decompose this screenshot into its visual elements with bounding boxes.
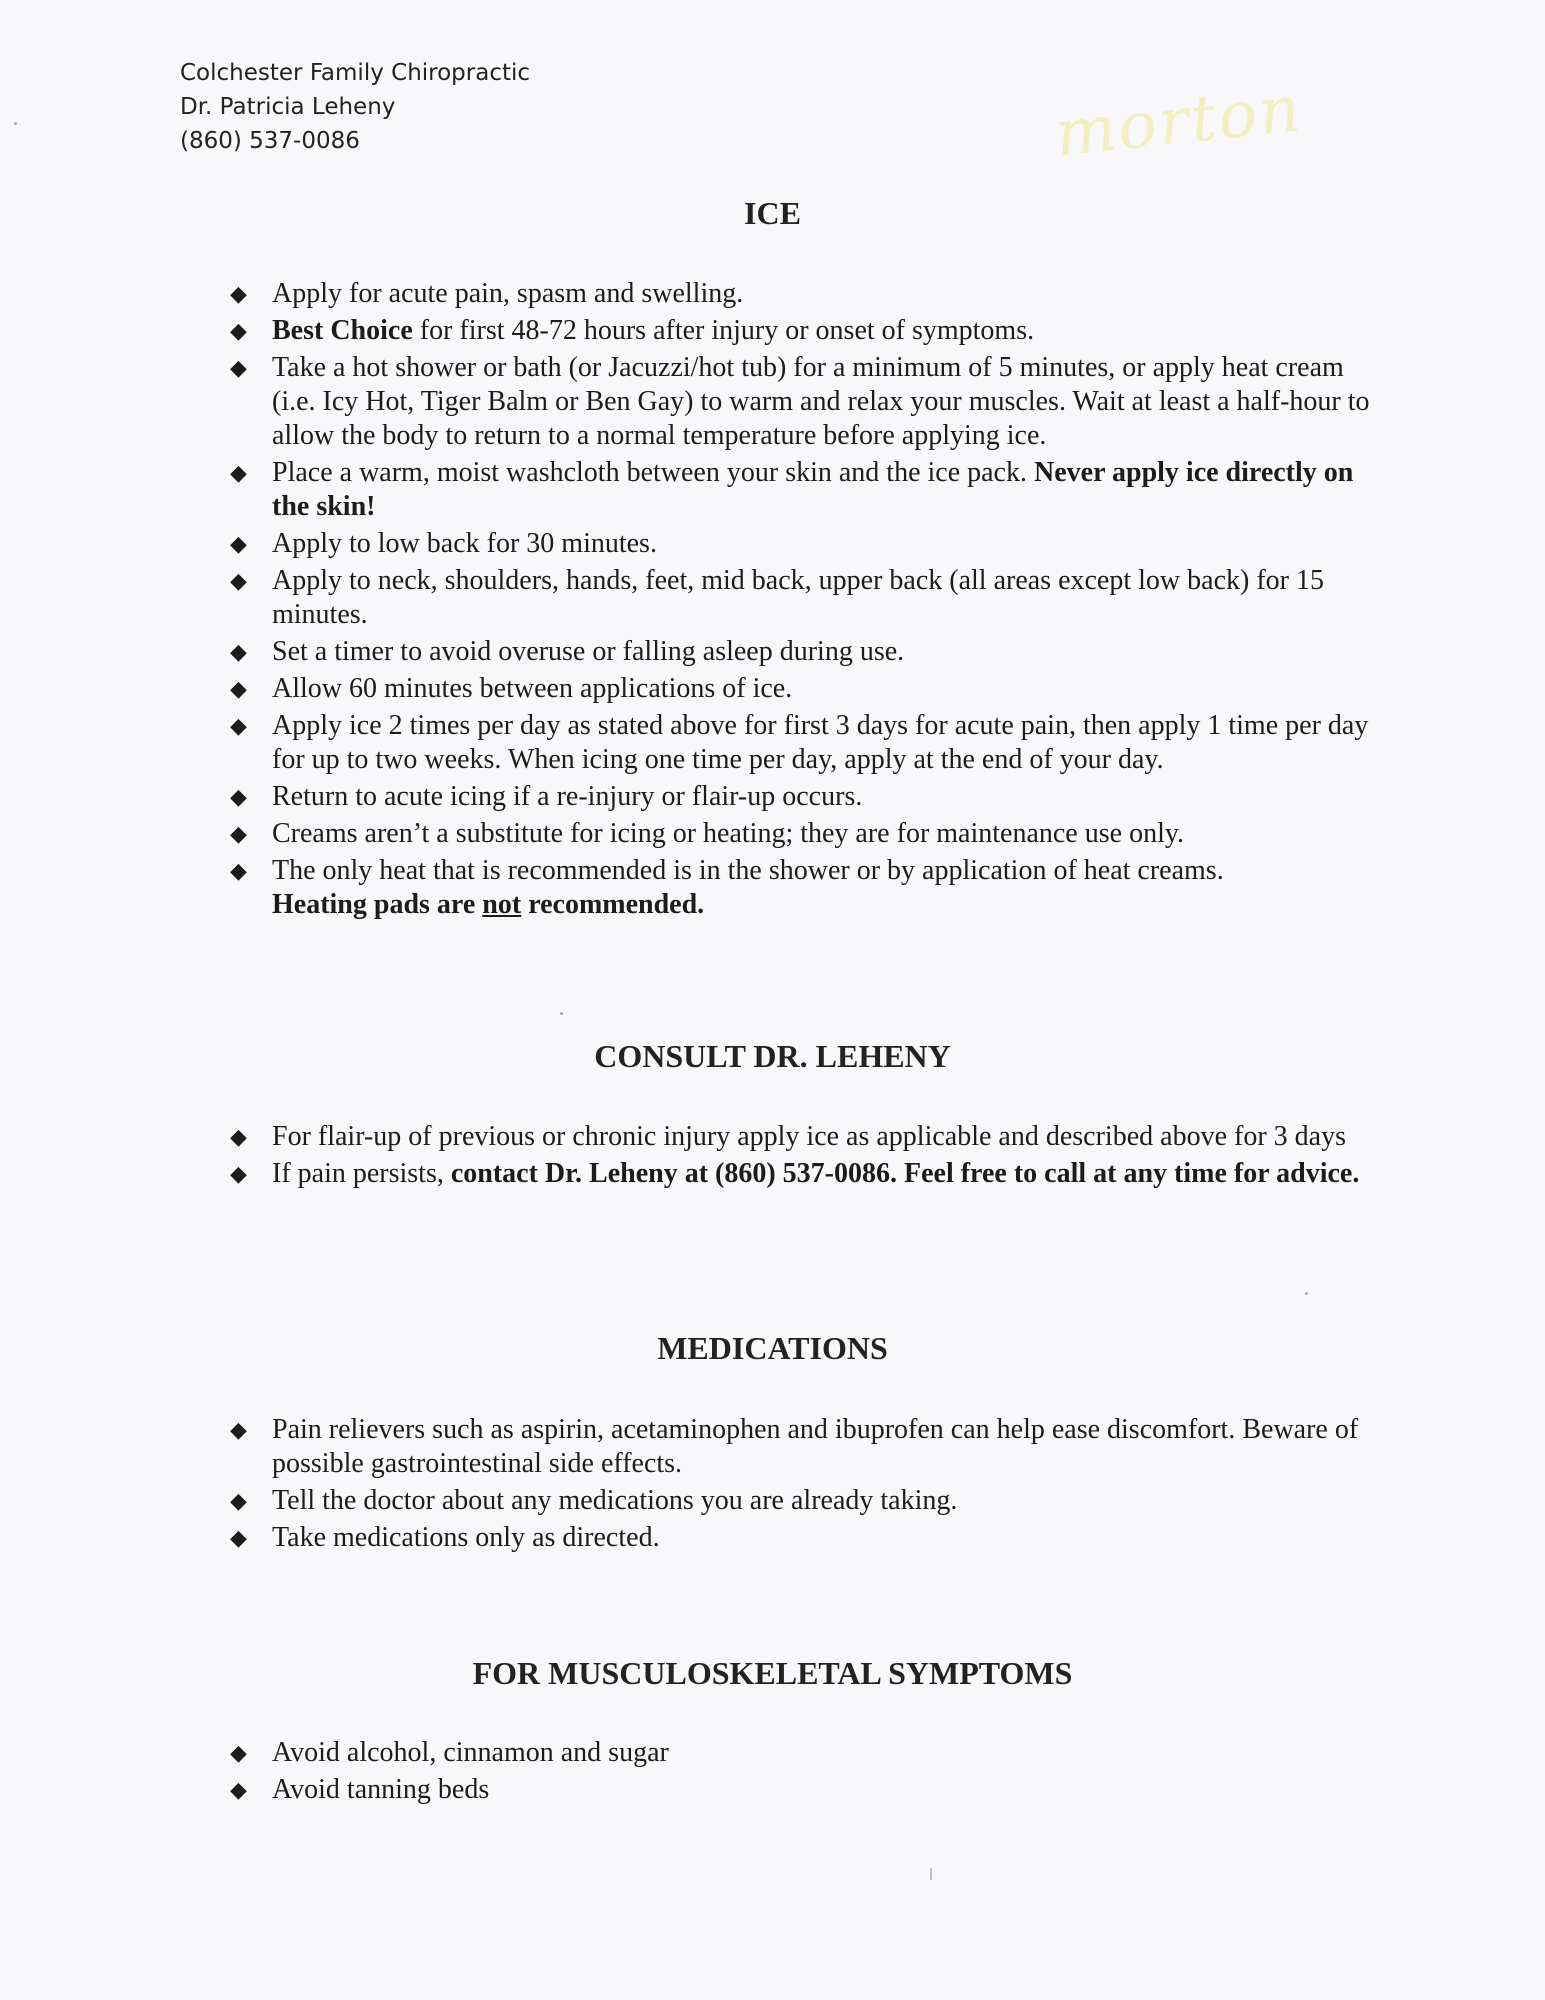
list-item: ◆ Creams aren’t a substitute for icing or heating; they are for maintenance use only. (230, 818, 1185, 849)
list-item: ◆ Tell the doctor about any medications you are already taking. (230, 1485, 958, 1516)
bullet-icon: ◆ (230, 1417, 247, 1442)
bullet-icon: ◆ (230, 1488, 247, 1513)
list-item: ◆ If pain persists, contact Dr. Leheny at (860) 537-0086. Feel free to call at any time for advice. (230, 1158, 1360, 1189)
bullet-icon: ◆ (230, 318, 247, 343)
bullet-icon: ◆ (230, 1161, 247, 1186)
bullet-icon: ◆ (230, 1740, 247, 1765)
list-item: ◆ Return to acute icing if a re-injury or flair-up occurs. (230, 781, 863, 812)
medications-list (230, 1413, 1380, 1558)
bullet-icon: ◆ (230, 821, 247, 846)
list-item: ◆ For flair-up of previous or chronic injury apply ice as applicable and described above for 3 days (230, 1121, 1346, 1152)
bullet-icon: ◆ (230, 460, 247, 485)
list-item: ◆ The only heat that is recommended is in the shower or by application of heat creams. Heating pads are not recommended. (230, 855, 1224, 920)
list-item: ◆ Avoid alcohol, cinnamon and sugar (230, 1737, 669, 1768)
list-item: ◆ Pain relievers such as aspirin, acetaminophen and ibuprofen can help ease discomfort. Beware of possible gastrointestinal side effects. (230, 1414, 1359, 1479)
bullet-icon: ◆ (230, 784, 247, 809)
bullet-icon: ◆ (230, 1525, 247, 1550)
scan-speck (1305, 1292, 1308, 1295)
bullet-icon: ◆ (230, 713, 247, 738)
practice-phone: (860) 537-0086 (180, 128, 360, 154)
section-title-musculoskeletal: FOR MUSCULOSKELETAL SYMPTOMS (472, 1655, 1073, 1691)
bullet-icon: ◆ (230, 281, 247, 306)
section-title-consult: CONSULT DR. LEHENY (594, 1038, 951, 1074)
list-item: ◆ Apply ice 2 times per day as stated above for first 3 days for acute pain, then apply 1 time per day for up to two weeks. When icing one time per day, apply at the end of your day. (230, 710, 1369, 775)
list-item: ◆ Take medications only as directed. (230, 1522, 660, 1553)
list-item: ◆ Take a hot shower or bath (or Jacuzzi/hot tub) for a minimum of 5 minutes, or apply heat cream (i.e. Icy Hot, Tiger Balm or Ben Gay) to warm and relax your muscles. Wait at least a half-hour to allow the body to return to a normal temperature before applying ice. (230, 352, 1370, 451)
bullet-icon: ◆ (230, 639, 247, 664)
musculoskeletal-list (230, 1736, 1380, 1810)
section-title-ice: ICE (744, 195, 801, 231)
doctor-name: Dr. Patricia Leheny (180, 94, 396, 120)
ice-list (230, 277, 1380, 925)
list-item: ◆ Place a warm, moist washcloth between your skin and the ice pack. Never apply ice directly on the skin! (230, 457, 1354, 522)
letterhead (180, 56, 530, 158)
bullet-icon: ◆ (230, 1777, 247, 1802)
bullet-icon: ◆ (230, 858, 247, 883)
bullet-icon: ◆ (230, 355, 247, 380)
consult-list (230, 1120, 1380, 1194)
list-item: ◆ Apply to neck, shoulders, hands, feet, mid back, upper back (all areas except low back) for 15 minutes. (230, 565, 1324, 630)
bullet-icon: ◆ (230, 676, 247, 701)
list-item: ◆ Apply to low back for 30 minutes. (230, 528, 657, 559)
list-item: ◆ Avoid tanning beds (230, 1774, 490, 1805)
section-title-medications: MEDICATIONS (657, 1330, 888, 1366)
bullet-icon: ◆ (230, 531, 247, 556)
scan-speck (560, 1012, 563, 1015)
list-item: ◆ Best Choice for first 48-72 hours after injury or onset of symptoms. (230, 315, 1035, 346)
list-item: ◆ Set a timer to avoid overuse or falling asleep during use. (230, 636, 905, 667)
practice-name: Colchester Family Chiropractic (180, 60, 531, 86)
scan-speck (14, 122, 17, 125)
handwritten-note: morton (1051, 72, 1306, 172)
bullet-icon: ◆ (230, 568, 247, 593)
scan-speck (930, 1868, 932, 1880)
bullet-icon: ◆ (230, 1124, 247, 1149)
list-item: ◆ Apply for acute pain, spasm and swelling. (230, 278, 744, 309)
list-item: ◆ Allow 60 minutes between applications of ice. (230, 673, 793, 704)
